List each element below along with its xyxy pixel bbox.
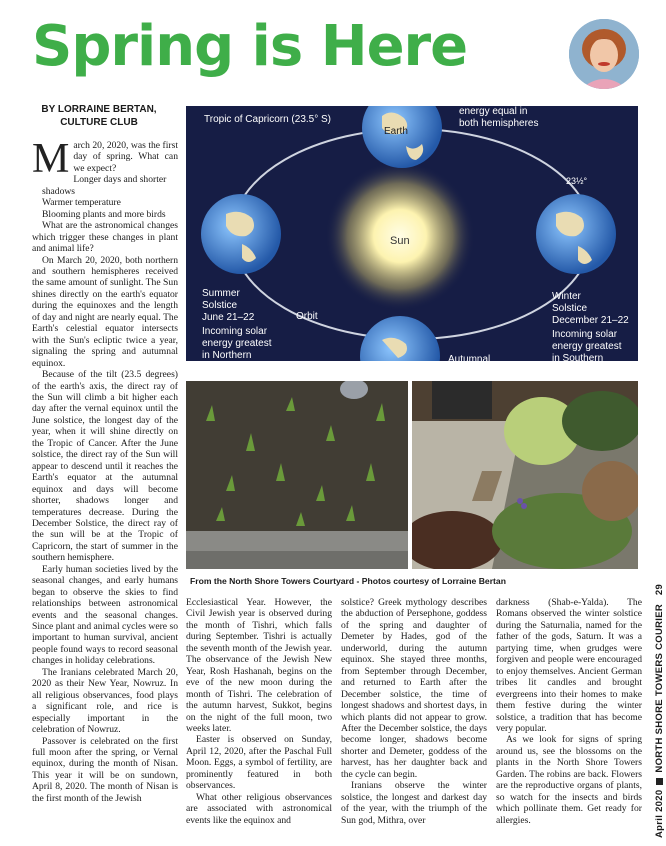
author-avatar (569, 19, 639, 89)
page-title: Spring is Here (32, 14, 468, 79)
winter-label: December 21–22 (552, 315, 629, 326)
summer-label: Summer (202, 288, 240, 299)
article-column-4 (496, 597, 642, 826)
paragraph: The Iranians celebrated March 20, 2020 as their New Year, Nowruz. In all religious observances, food plays a significant role, and rice is especially important in the celebration of Nowruz. (32, 666, 178, 736)
separator-square-icon (656, 778, 663, 785)
paragraph: Iranians observe the winter solstice, the longest and darkest day of the year, with the triumph of the Sun god, Mithra, over (341, 780, 487, 826)
drop-cap: M (32, 136, 70, 182)
paragraph: Because of the tilt (23.5 degrees) of the earth's axis, the direct ray of the Sun will climb a bit higher each day after the vernal equinox until the June solstice, the longest day of the year, when it will shine directly on the Tropic of Cancer. After the June solstice, the direct ray of the Sun will appear to descend until it reaches the Earth's equator at the autumnal equinox and days will become shorter, shadows longer and temperatures decrease. During the December Solstice, the direct ray of the sun will be at the Tropic of Capricorn, the start of summer in the southern hemisphere. (32, 369, 178, 564)
paragraph: Early human societies lived by the seasonal changes, and early humans began to observe the skies to find relationships between astronomical events and the seasonal changes. Since plant and animal cycles were so important to human survival, ancient people found ways to record seasonal changes in holiday celebrations. (32, 563, 178, 667)
winter-label: Solstice (552, 303, 588, 314)
page-number: 29 (654, 583, 665, 596)
courtyard-garden-photo (412, 381, 638, 569)
paragraph: As we look for signs of spring around us, see the blossoms on the plants in the North Shore Towers Garden. The robins are back. Flowers are the reproductive organs of plants, so watch for the insects and birds which pollinate them. Get ready for allergies. (496, 734, 642, 826)
seasons-diagram (186, 106, 638, 361)
summer-label: Solstice (202, 300, 238, 311)
paragraph: solstice? Greek mythology describes the abduction of Persephone, goddess of the spring and daughter of Demeter by Hades, god of the underworld, during the autumn equinox. She stayed three months, from September through December, and returned to Earth after the December solstice, the time of longest shadows and shortest days, in which plants did not appear to grow. After the December solstice, the days become longer, shadows become shorter and Demeter, goddess of the harvest, has her daughter back and the cycle can begin. (341, 597, 487, 780)
summer-label: June 21–22 (202, 312, 255, 323)
earth-bottom (360, 316, 440, 361)
paragraph: arch 20, 2020, was the first day of spring. What can we expect? (73, 140, 178, 174)
byline: BY LORRAINE BERTAN, CULTURE CLUB (41, 104, 157, 128)
paragraph: Ecclesiastical Year. However, the Civil Jewish year is observed during the month of Tishri, which falls during September. Tishri is actually the seventh month of the Jewish year. The observance of the Jewish New Year, Rosh Hashanah, begins on the eve of the new moon during the month of Tishri. The celebration of the autumn harvest, Sukkot, begins on the night of the full moon, two weeks later. (186, 597, 332, 734)
paragraph: Passover is celebrated on the first full moon after the spring, or Vernal equinox, during the month of Nisan. This year it will be on sundown, April 8, 2020. The month of Nisan is the first month of the Jewish (32, 735, 178, 804)
diagram-label: energy equal in (459, 106, 528, 117)
autumnal-label: Autumnal (448, 354, 491, 361)
winter-label: in Southern (552, 353, 604, 361)
earth-right (536, 194, 616, 274)
earth-top (362, 106, 442, 168)
summer-label: energy greatest (202, 338, 272, 349)
list-item: Longer days and shorter shadows (42, 174, 167, 197)
publication-name: NORTH SHORE TOWERS COURIER (654, 603, 665, 773)
winter-label: Incoming solar (552, 329, 618, 340)
article-column-2 (186, 597, 332, 826)
paragraph: On March 20, 2020, both northern and southern hemispheres received the same amount of sunlight. The Sun shines directly on the earth's equator during the equinoxes and the length of day and night are nearly equal. The Earth's celestial equator intersects with the Sun's ecliptic twice a year, signaling the spring and autumnal equinox. (32, 254, 178, 369)
list-item: Warmer temperature (42, 197, 121, 209)
orbit-label: Orbit (296, 311, 318, 322)
paragraph: What are the astronomical changes which trigger these changes in plant and animal life? (32, 220, 178, 255)
paragraph: Easter is observed on Sunday, April 12, 2020, after the Paschal Full Moon. Eggs, a symbol of fertility, are prominently featured in both observances. (186, 734, 332, 792)
list-item: Blooming plants and more birds (42, 208, 166, 220)
article-column-3 (341, 597, 487, 826)
paragraph: darkness (Shab-e-Yalda). The Romans observed the winter solstice during the Saturnalia, named for the father of the gods, Saturn. It was a partying time, when grudges were forgiven and people were encouraged to enjoy themselves. Ancient German tribes lit candles and brought evergreens into their homes to make them festive during the winter solstice, a tradition that has become very popular. (496, 597, 642, 734)
sun-label: Sun (390, 235, 410, 247)
earth-label: Earth (384, 126, 408, 137)
earth-left (201, 194, 281, 274)
summer-label: Incoming solar (202, 326, 268, 337)
page-footer (654, 584, 665, 838)
photo-caption: From the North Shore Towers Courtyard - Photos courtesy of Lorraine Bertan (190, 576, 506, 586)
article-column-1 (32, 136, 178, 804)
issue-date: April 2020 (654, 789, 665, 838)
tropic-capricorn-label: Tropic of Capricorn (23.5° S) (204, 114, 332, 125)
paragraph: What other religious observances are associated with astronomical events like the equinox and (186, 791, 332, 826)
winter-label: Winter (552, 291, 581, 302)
garden-soil-photo (186, 381, 408, 569)
summer-label: in Northern (202, 350, 252, 361)
winter-label: energy greatest (552, 341, 622, 352)
tilt-label: 23½° (566, 176, 588, 186)
diagram-label: both hemispheres (459, 118, 539, 129)
